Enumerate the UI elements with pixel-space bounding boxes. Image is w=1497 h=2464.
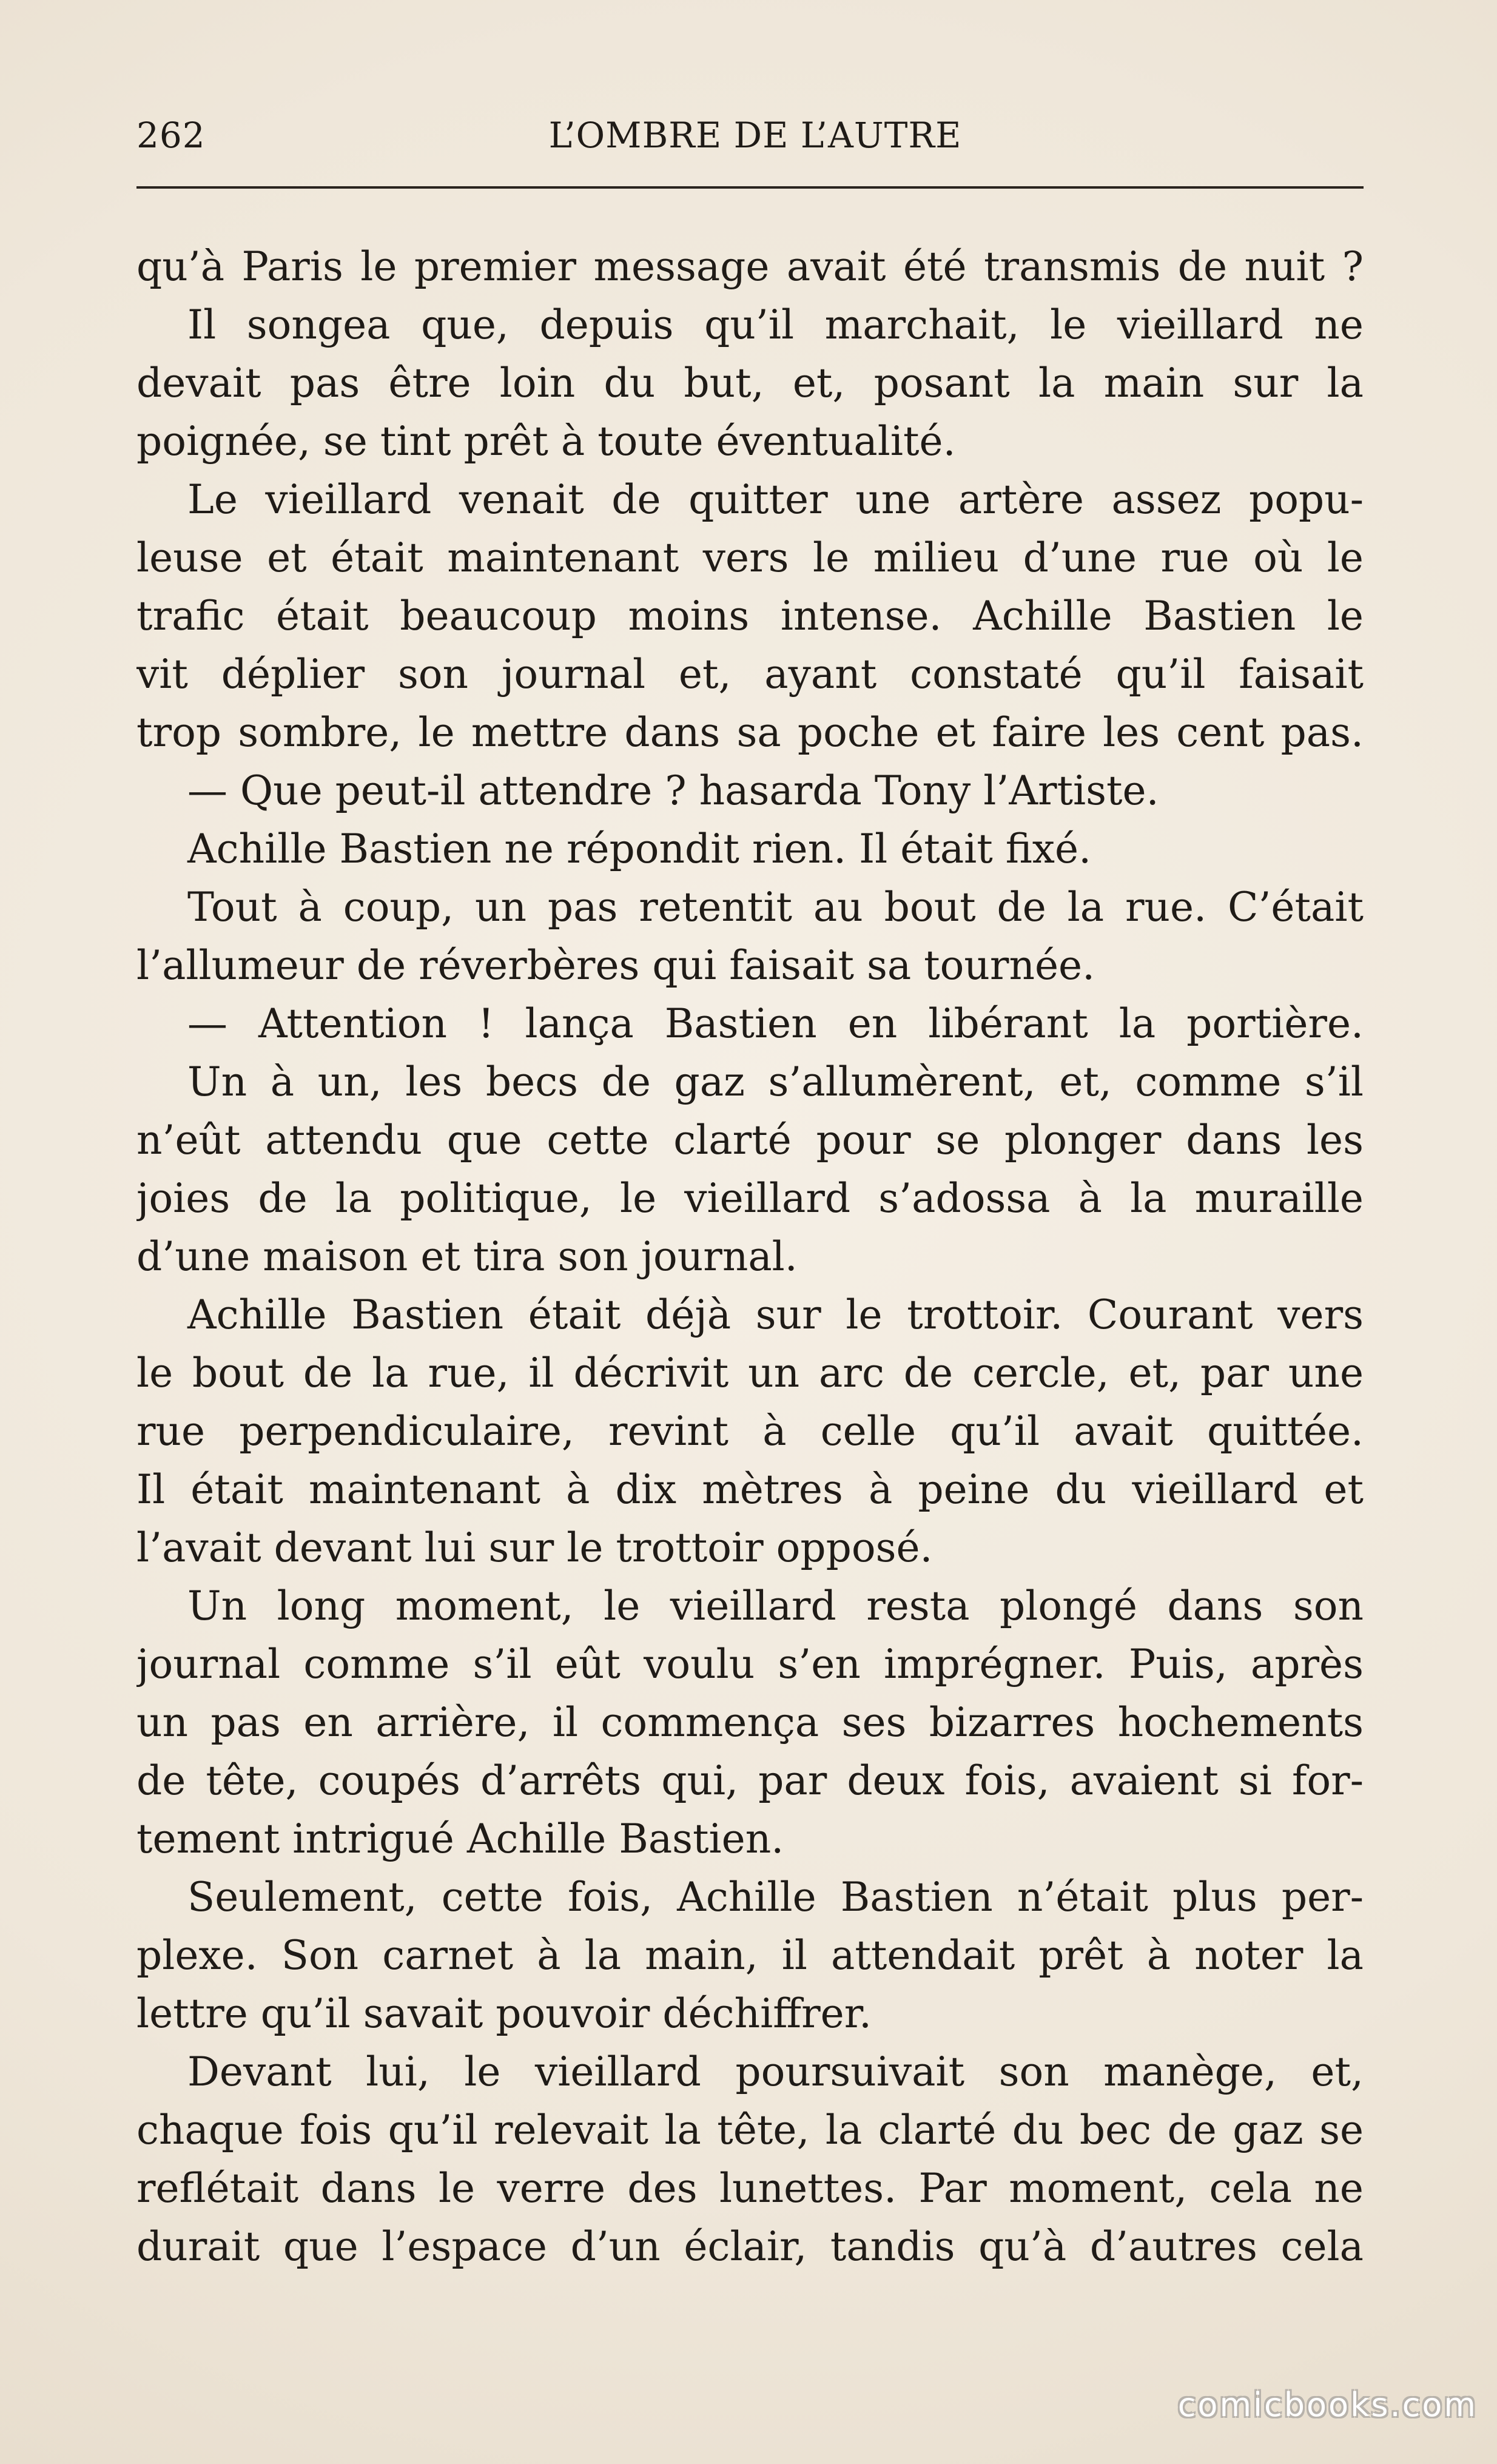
text-line: l’allumeur de réverbères qui faisait sa tournée. (136, 942, 1095, 989)
text-line: chaque fois qu’il relevait la tête, la clarté du bec de gaz se (136, 2107, 1364, 2153)
text-line: d’une maison et tira son journal. (136, 1233, 798, 1280)
text-line: Seulement, cette fois, Achille Bastien n’était plus per- (187, 1874, 1364, 1920)
text-line: trafic était beaucoup moins intense. Achille Bastien le (136, 593, 1364, 639)
text-line: Un long moment, le vieillard resta plongé dans son (187, 1583, 1364, 1629)
text-line: Il était maintenant à dix mètres à peine du vieillard et (136, 1466, 1364, 1513)
text-line: journal comme s’il eût voulu s’en imprégner. Puis, après (136, 1641, 1364, 1688)
text-line: Achille Bastien était déjà sur le trottoir. Courant vers (187, 1291, 1364, 1338)
text-line: Un à un, les becs de gaz s’allumèrent, et, comme s’il (187, 1059, 1364, 1105)
text-line: Achille Bastien ne répondit rien. Il était fixé. (187, 826, 1092, 872)
running-title: L’OMBRE DE L’AUTRE (548, 115, 962, 156)
text-line: durait que l’espace d’un éclair, tandis qu’à d’autres cela (136, 2223, 1364, 2270)
text-line: l’avait devant lui sur le trottoir opposé. (136, 1524, 933, 1571)
text-line: tement intrigué Achille Bastien. (136, 1816, 784, 1862)
text-line: n’eût attendu que cette clarté pour se plonger dans les (136, 1117, 1364, 1163)
text-line: Devant lui, le vieillard poursuivait son manège, et, (187, 2048, 1364, 2095)
text-line: trop sombre, le mettre dans sa poche et faire les cent pas. (136, 709, 1364, 756)
text-line: de tête, coupés d’arrêts qui, par deux fois, avaient si for- (136, 1757, 1364, 1804)
text-line: vit déplier son journal et, ayant constaté qu’il faisait (136, 651, 1364, 698)
text-line: devait pas être loin du but, et, posant la main sur la (136, 360, 1364, 406)
body-text (136, 238, 1364, 2276)
text-line: le bout de la rue, il décrivit un arc de cercle, et, par une (136, 1350, 1364, 1396)
text-line: plexe. Son carnet à la main, il attendait prêt à noter la (136, 1932, 1364, 1979)
text-line: lettre qu’il savait pouvoir déchiffrer. (136, 1990, 872, 2037)
text-line: reflétait dans le verre des lunettes. Par moment, cela ne (136, 2165, 1364, 2212)
header-rule (136, 186, 1364, 189)
text-line: rue perpendiculaire, revint à celle qu’il avait quittée. (136, 1408, 1364, 1455)
text-line: leuse et était maintenant vers le milieu d’une rue où le (136, 534, 1364, 581)
text-line: — Que peut-il attendre ? hasarda Tony l’Artiste. (187, 767, 1159, 814)
watermark-text: comicbooks.com (1177, 2386, 1478, 2424)
text-line: — Attention ! lança Bastien en libérant la portière. (187, 1000, 1364, 1047)
page-header (136, 108, 1364, 163)
text-line: qu’à Paris le premier message avait été transmis de nuit ? (136, 243, 1364, 290)
text-line: Le vieillard venait de quitter une artère assez popu- (187, 476, 1364, 523)
text-line: poignée, se tint prêt à toute éventualité. (136, 418, 956, 465)
page-number: 262 (136, 115, 206, 156)
text-line: joies de la politique, le vieillard s’adossa à la muraille (136, 1175, 1364, 1222)
text-line: Tout à coup, un pas retentit au bout de la rue. C’était (187, 884, 1364, 931)
text-line: Il songea que, depuis qu’il marchait, le vieillard ne (187, 301, 1364, 348)
text-line: un pas en arrière, il commença ses bizarres hochements (136, 1699, 1364, 1746)
